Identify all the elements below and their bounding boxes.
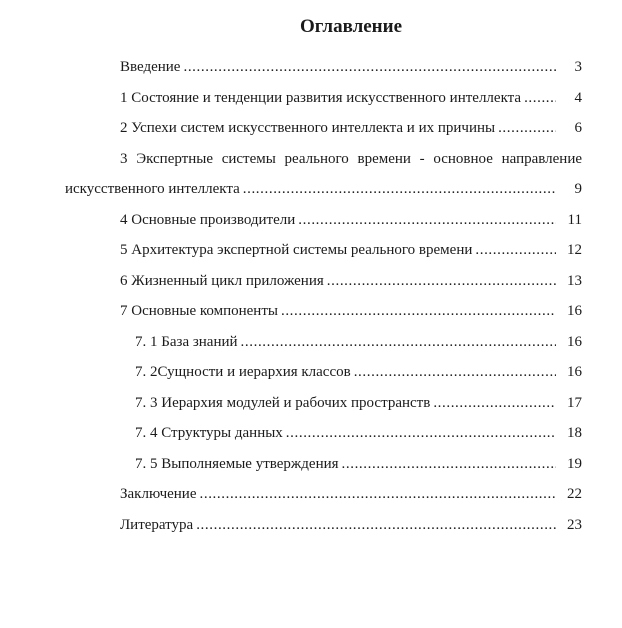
dot-leader xyxy=(524,83,556,114)
toc-entry-text: 4 Основные производители xyxy=(120,211,296,228)
toc-entry[interactable] xyxy=(65,235,582,266)
toc-entry[interactable] xyxy=(65,327,582,358)
page-number: 12 xyxy=(567,242,582,258)
document-page xyxy=(0,14,622,628)
toc-entry[interactable] xyxy=(65,205,582,236)
dot-leader xyxy=(327,266,556,297)
toc-entry-text: 7. 1 База знаний xyxy=(135,333,238,350)
toc-entry[interactable] xyxy=(65,357,582,388)
page-number: 18 xyxy=(567,425,582,441)
page-title: Оглавление xyxy=(299,16,403,37)
toc-entry-text: 1 Состояние и тенденции развития искусственного интеллекта xyxy=(120,89,522,106)
toc-entry-text: 7. 3 Иерархия модулей и рабочих пространств xyxy=(135,394,431,411)
toc-entry[interactable] xyxy=(65,388,582,419)
page-number: 9 xyxy=(574,181,582,197)
page-number: 4 xyxy=(574,89,582,106)
toc-entry[interactable] xyxy=(65,479,582,510)
page-number: 19 xyxy=(567,455,582,472)
dot-leader xyxy=(475,235,556,266)
toc-entry-text: 7 Основные компоненты xyxy=(120,303,278,319)
toc-entry[interactable] xyxy=(65,52,582,83)
dot-leader xyxy=(286,418,556,449)
toc-entry-text: Заключение xyxy=(120,486,197,502)
toc-entry[interactable] xyxy=(65,113,582,144)
dot-leader xyxy=(433,388,556,419)
page-number: 6 xyxy=(574,120,582,136)
page-number: 11 xyxy=(567,211,582,228)
toc-entry-text: Литература xyxy=(120,516,194,533)
toc-entry-text: Введение xyxy=(120,59,181,75)
toc-entry[interactable] xyxy=(65,510,582,541)
table-of-contents xyxy=(65,52,582,540)
toc-entry[interactable] xyxy=(65,144,582,205)
dot-leader xyxy=(196,510,556,541)
dot-leader xyxy=(498,113,556,144)
dot-leader xyxy=(298,205,556,236)
dot-leader xyxy=(183,52,556,83)
toc-entry[interactable] xyxy=(65,266,582,297)
toc-entry-text: 5 Архитектура экспертной системы реального времени xyxy=(120,242,473,258)
toc-entry-continuation[interactable] xyxy=(65,174,582,205)
toc-entry[interactable] xyxy=(65,296,582,327)
toc-entry-text: 2 Успехи систем искусственного интеллекта и их причины xyxy=(120,120,496,136)
page-number: 23 xyxy=(567,516,582,533)
page-number: 13 xyxy=(567,272,582,289)
page-number: 16 xyxy=(567,303,582,319)
dot-leader xyxy=(200,479,557,510)
page-number: 22 xyxy=(567,486,582,502)
toc-entry-text: 7. 2Сущности и иерархия классов xyxy=(135,364,351,380)
dot-leader xyxy=(354,357,556,388)
toc-entry-text: 3 Экспертные системы реального времени - основное направление xyxy=(120,150,582,167)
page-number: 16 xyxy=(567,333,582,350)
toc-entry-text: искусственного интеллекта xyxy=(65,181,240,197)
page-number: 3 xyxy=(574,59,582,75)
toc-entry-text: 6 Жизненный цикл приложения xyxy=(120,272,324,289)
toc-entry[interactable] xyxy=(65,83,582,114)
toc-entry[interactable] xyxy=(65,449,582,480)
toc-entry[interactable] xyxy=(65,418,582,449)
dot-leader xyxy=(342,449,556,480)
dot-leader xyxy=(281,296,556,327)
dot-leader xyxy=(241,327,556,358)
toc-entry-text: 7. 4 Структуры данных xyxy=(135,425,283,441)
page-number: 17 xyxy=(567,394,582,411)
dot-leader xyxy=(243,174,556,205)
toc-entry-text: 7. 5 Выполняемые утверждения xyxy=(135,455,339,472)
page-number: 16 xyxy=(567,364,582,380)
